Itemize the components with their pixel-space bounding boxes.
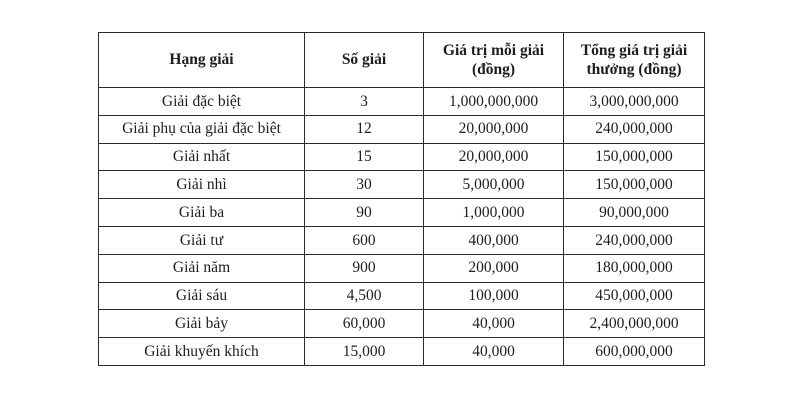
table-row [99, 143, 705, 171]
prize-rank-cell: Giải nhì [99, 171, 305, 199]
table-cell: 150,000,000 [564, 171, 705, 199]
table-row [99, 310, 705, 338]
table-cell: 600,000,000 [564, 338, 705, 366]
prize-rank-cell: Giải khuyến khích [99, 338, 305, 366]
table-row [99, 199, 705, 227]
table-cell: 40,000 [424, 338, 564, 366]
table-cell: 1,000,000,000 [424, 88, 564, 116]
table-cell: 4,500 [305, 282, 424, 310]
prize-rank-cell: Giải bảy [99, 310, 305, 338]
table-cell: 1,000,000 [424, 199, 564, 227]
prize-rank-cell: Giải ba [99, 199, 305, 227]
table-cell: 90 [305, 199, 424, 227]
table-cell: 600 [305, 226, 424, 254]
table-cell: 180,000,000 [564, 254, 705, 282]
column-header-value-per-prize: Giá trị mỗi giải (đồng) [424, 33, 564, 88]
table-cell: 3,000,000,000 [564, 88, 705, 116]
table-cell: 900 [305, 254, 424, 282]
prize-rank-cell: Giải đặc biệt [99, 88, 305, 116]
prize-table [98, 32, 705, 366]
table-row [99, 338, 705, 366]
table-cell: 200,000 [424, 254, 564, 282]
table-cell: 5,000,000 [424, 171, 564, 199]
table-row [99, 171, 705, 199]
prize-rank-cell: Giải sáu [99, 282, 305, 310]
table-cell: 400,000 [424, 226, 564, 254]
prize-rank-cell: Giải phụ của giải đặc biệt [99, 115, 305, 143]
table-row [99, 254, 705, 282]
table-cell: 40,000 [424, 310, 564, 338]
table-row [99, 226, 705, 254]
table-body [99, 88, 705, 366]
table-row [99, 282, 705, 310]
table-cell: 100,000 [424, 282, 564, 310]
column-header-total-value: Tổng giá trị giải thưởng (đồng) [564, 33, 705, 88]
header-row [99, 33, 705, 88]
column-header-prize-count: Số giải [305, 33, 424, 88]
table-cell: 30 [305, 171, 424, 199]
table-cell: 3 [305, 88, 424, 116]
prize-rank-cell: Giải nhất [99, 143, 305, 171]
table-row [99, 115, 705, 143]
table-cell: 150,000,000 [564, 143, 705, 171]
table-cell: 2,400,000,000 [564, 310, 705, 338]
table-cell: 20,000,000 [424, 115, 564, 143]
table-cell: 15 [305, 143, 424, 171]
table-cell: 240,000,000 [564, 115, 705, 143]
table-cell: 60,000 [305, 310, 424, 338]
table-row [99, 88, 705, 116]
prize-rank-cell: Giải tư [99, 226, 305, 254]
table-cell: 15,000 [305, 338, 424, 366]
table-cell: 20,000,000 [424, 143, 564, 171]
table-cell: 90,000,000 [564, 199, 705, 227]
table-cell: 12 [305, 115, 424, 143]
table-cell: 450,000,000 [564, 282, 705, 310]
table-cell: 240,000,000 [564, 226, 705, 254]
prize-rank-cell: Giải năm [99, 254, 305, 282]
column-header-prize-rank: Hạng giải [99, 33, 305, 88]
